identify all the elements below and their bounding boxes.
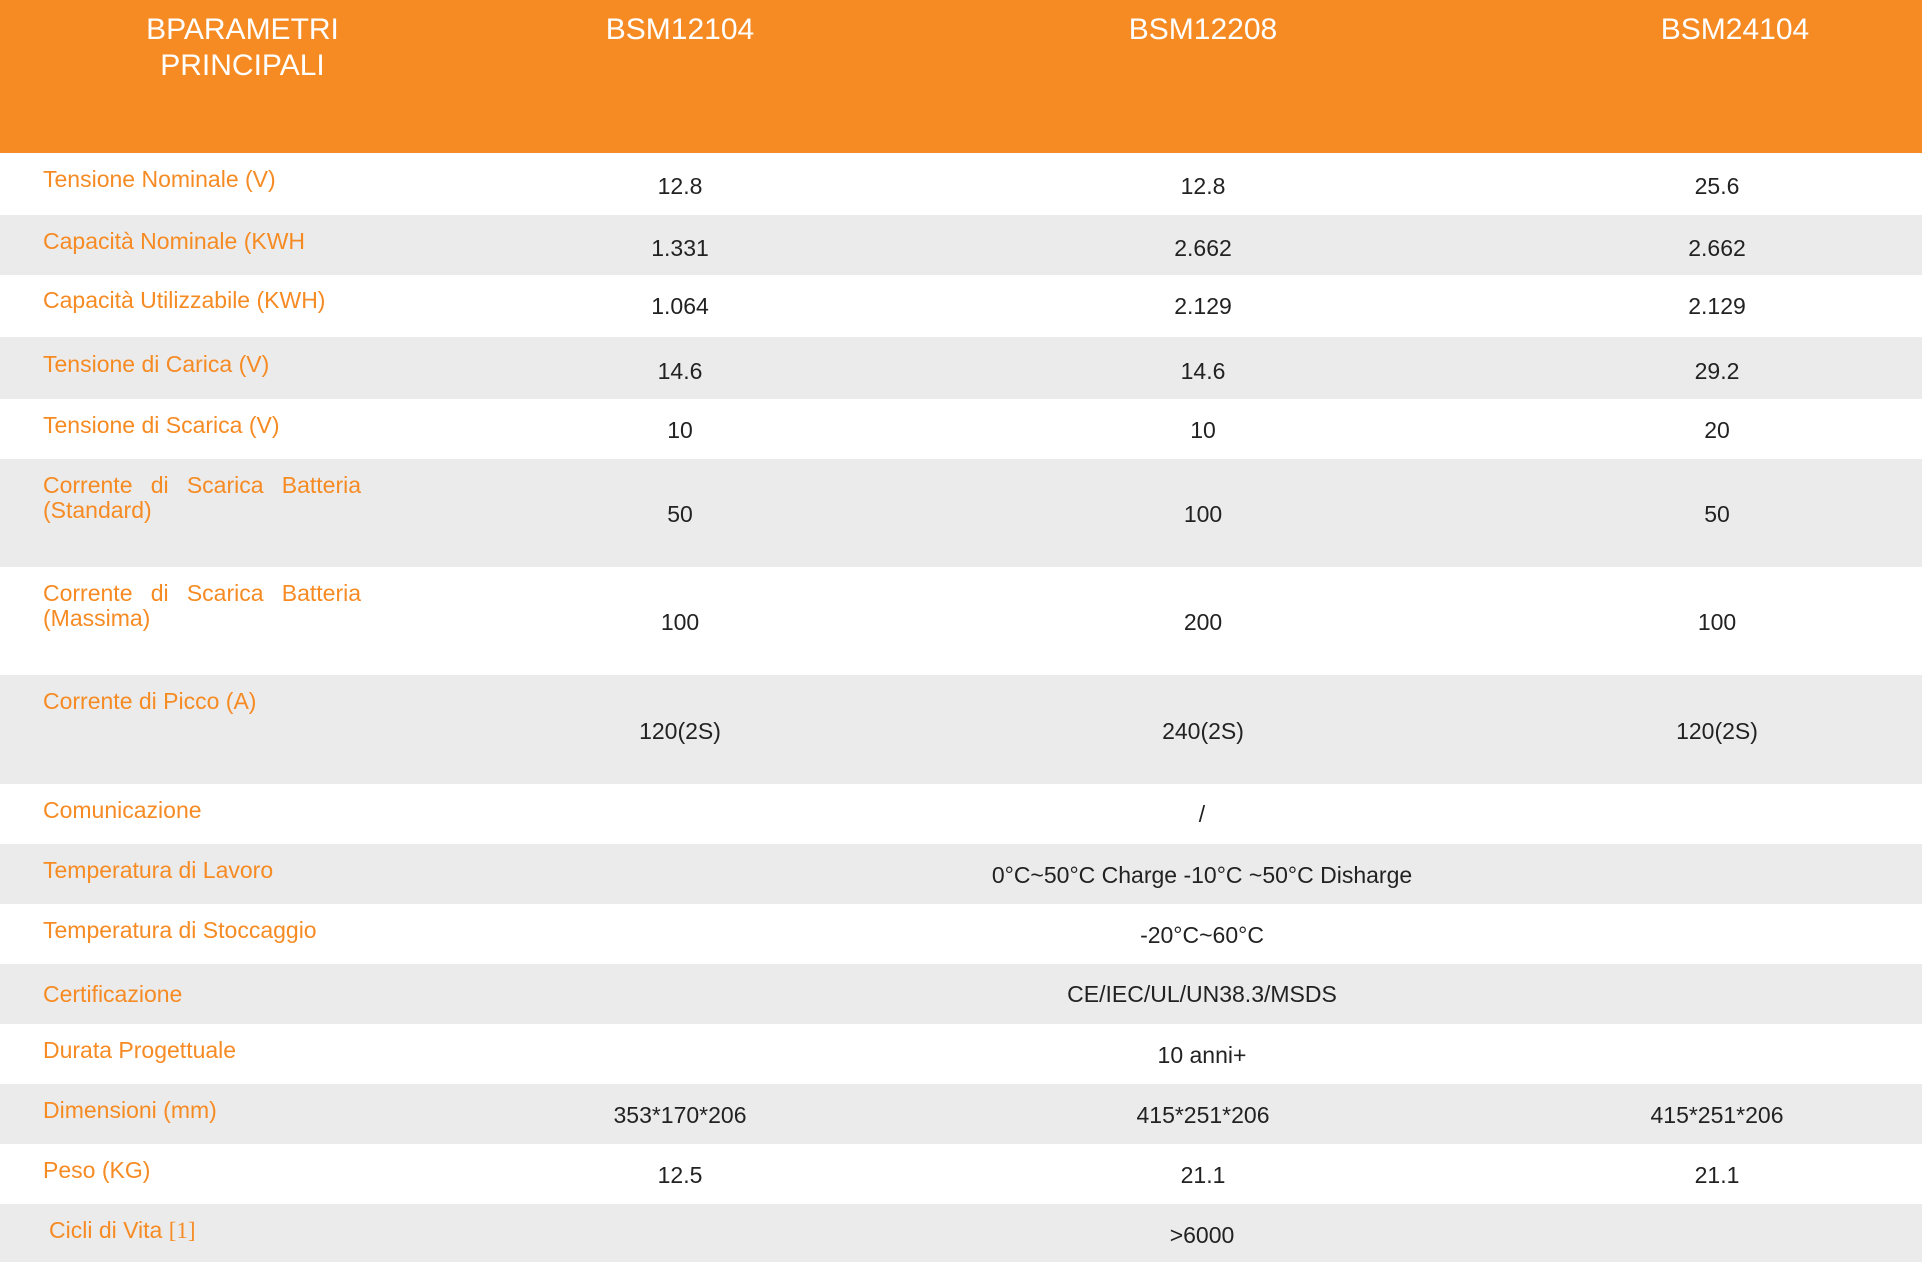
row-label: Tensione Nominale (V) [43, 166, 276, 192]
table-row [0, 904, 1922, 964]
table-row [0, 675, 1922, 784]
cell-bsm24104: 415*251*206 [1650, 1102, 1784, 1128]
cell-bsm12208: 2.662 [1174, 235, 1232, 261]
header-bsm12208: BSM12208 [1128, 13, 1278, 46]
cell-bsm12104: 10 [667, 417, 693, 443]
table-row [0, 337, 1922, 399]
cell-bsm12104: 353*170*206 [613, 1102, 747, 1128]
table-row [0, 1024, 1922, 1084]
table-row [0, 1144, 1922, 1204]
cell-bsm12208: 240(2S) [1162, 718, 1244, 744]
footnote-marker: [1] [168, 1218, 196, 1243]
cell-bsm12104: 120(2S) [639, 718, 721, 744]
cell-bsm12104: 12.8 [657, 173, 703, 199]
table-row [0, 275, 1922, 337]
cell-merged: 10 anni+ [1157, 1042, 1247, 1068]
row-label-text: Cicli di Vita [49, 1217, 163, 1243]
table-row [0, 399, 1922, 459]
row-label: Temperatura di Lavoro [43, 857, 274, 883]
cell-merged: >6000 [1169, 1222, 1235, 1248]
row-label: Comunicazione [43, 797, 202, 823]
row-label: Tensione di Carica (V) [43, 351, 270, 377]
row-label: Certificazione [43, 981, 183, 1007]
table-row [0, 964, 1922, 1024]
table-header [0, 0, 1922, 153]
row-label: Capacità Utilizzabile (KWH) [43, 287, 326, 313]
header-bsm24104: BSM24104 [1660, 13, 1810, 46]
cell-merged: / [1198, 801, 1206, 827]
row-label [49, 1218, 367, 1243]
cell-bsm12208: 14.6 [1180, 358, 1226, 384]
table-row [0, 1084, 1922, 1144]
table-row [0, 784, 1922, 844]
cell-bsm12208: 10 [1190, 417, 1216, 443]
row-label: Capacità Nominale (KWH [43, 228, 306, 254]
cell-bsm12104: 1.064 [651, 293, 709, 319]
cell-bsm12104: 14.6 [657, 358, 703, 384]
row-label: Tensione di Scarica (V) [43, 412, 280, 438]
cell-merged: -20°C~60°C [1140, 922, 1264, 948]
cell-bsm12104: 50 [667, 501, 693, 527]
cell-bsm12208: 415*251*206 [1136, 1102, 1270, 1128]
row-label: Durata Progettuale [43, 1037, 237, 1063]
cell-bsm12104: 12.5 [657, 1162, 703, 1188]
cell-bsm12208: 2.129 [1174, 293, 1232, 319]
cell-bsm24104: 2.129 [1688, 293, 1746, 319]
row-label: Temperatura di Stoccaggio [43, 917, 317, 943]
cell-merged: CE/IEC/UL/UN38.3/MSDS [1067, 981, 1337, 1007]
row-label: Corrente di Scarica Batteria (Standard) [43, 472, 361, 523]
row-label: Corrente di Picco (A) [43, 688, 257, 714]
cell-bsm12104: 100 [660, 609, 700, 635]
table-row [0, 459, 1922, 567]
cell-bsm24104: 20 [1704, 417, 1730, 443]
cell-bsm24104: 25.6 [1694, 173, 1740, 199]
cell-bsm24104: 100 [1697, 609, 1737, 635]
cell-bsm12208: 100 [1183, 501, 1223, 527]
cell-bsm24104: 50 [1704, 501, 1730, 527]
cell-bsm24104: 2.662 [1688, 235, 1746, 261]
cell-bsm12208: 12.8 [1180, 173, 1226, 199]
cell-bsm24104: 29.2 [1694, 358, 1740, 384]
cell-bsm24104: 120(2S) [1676, 718, 1758, 744]
table-row [0, 153, 1922, 215]
row-label: Dimensioni (mm) [43, 1097, 217, 1123]
row-label: Peso (KG) [43, 1157, 151, 1183]
cell-bsm12208: 21.1 [1180, 1162, 1226, 1188]
header-bsm12104: BSM12104 [605, 13, 755, 46]
table-row [0, 1204, 1922, 1262]
table-row [0, 567, 1922, 675]
table-row [0, 215, 1922, 275]
header-parameters: BPARAMETRI PRINCIPALI [146, 13, 339, 82]
table-row [0, 844, 1922, 904]
cell-merged: 0°C~50°C Charge -10°C ~50°C Disharge [991, 862, 1413, 888]
cell-bsm24104: 21.1 [1694, 1162, 1740, 1188]
cell-bsm12104: 1.331 [651, 235, 709, 261]
cell-bsm12208: 200 [1183, 609, 1223, 635]
row-label: Corrente di Scarica Batteria (Massima) [43, 580, 361, 631]
